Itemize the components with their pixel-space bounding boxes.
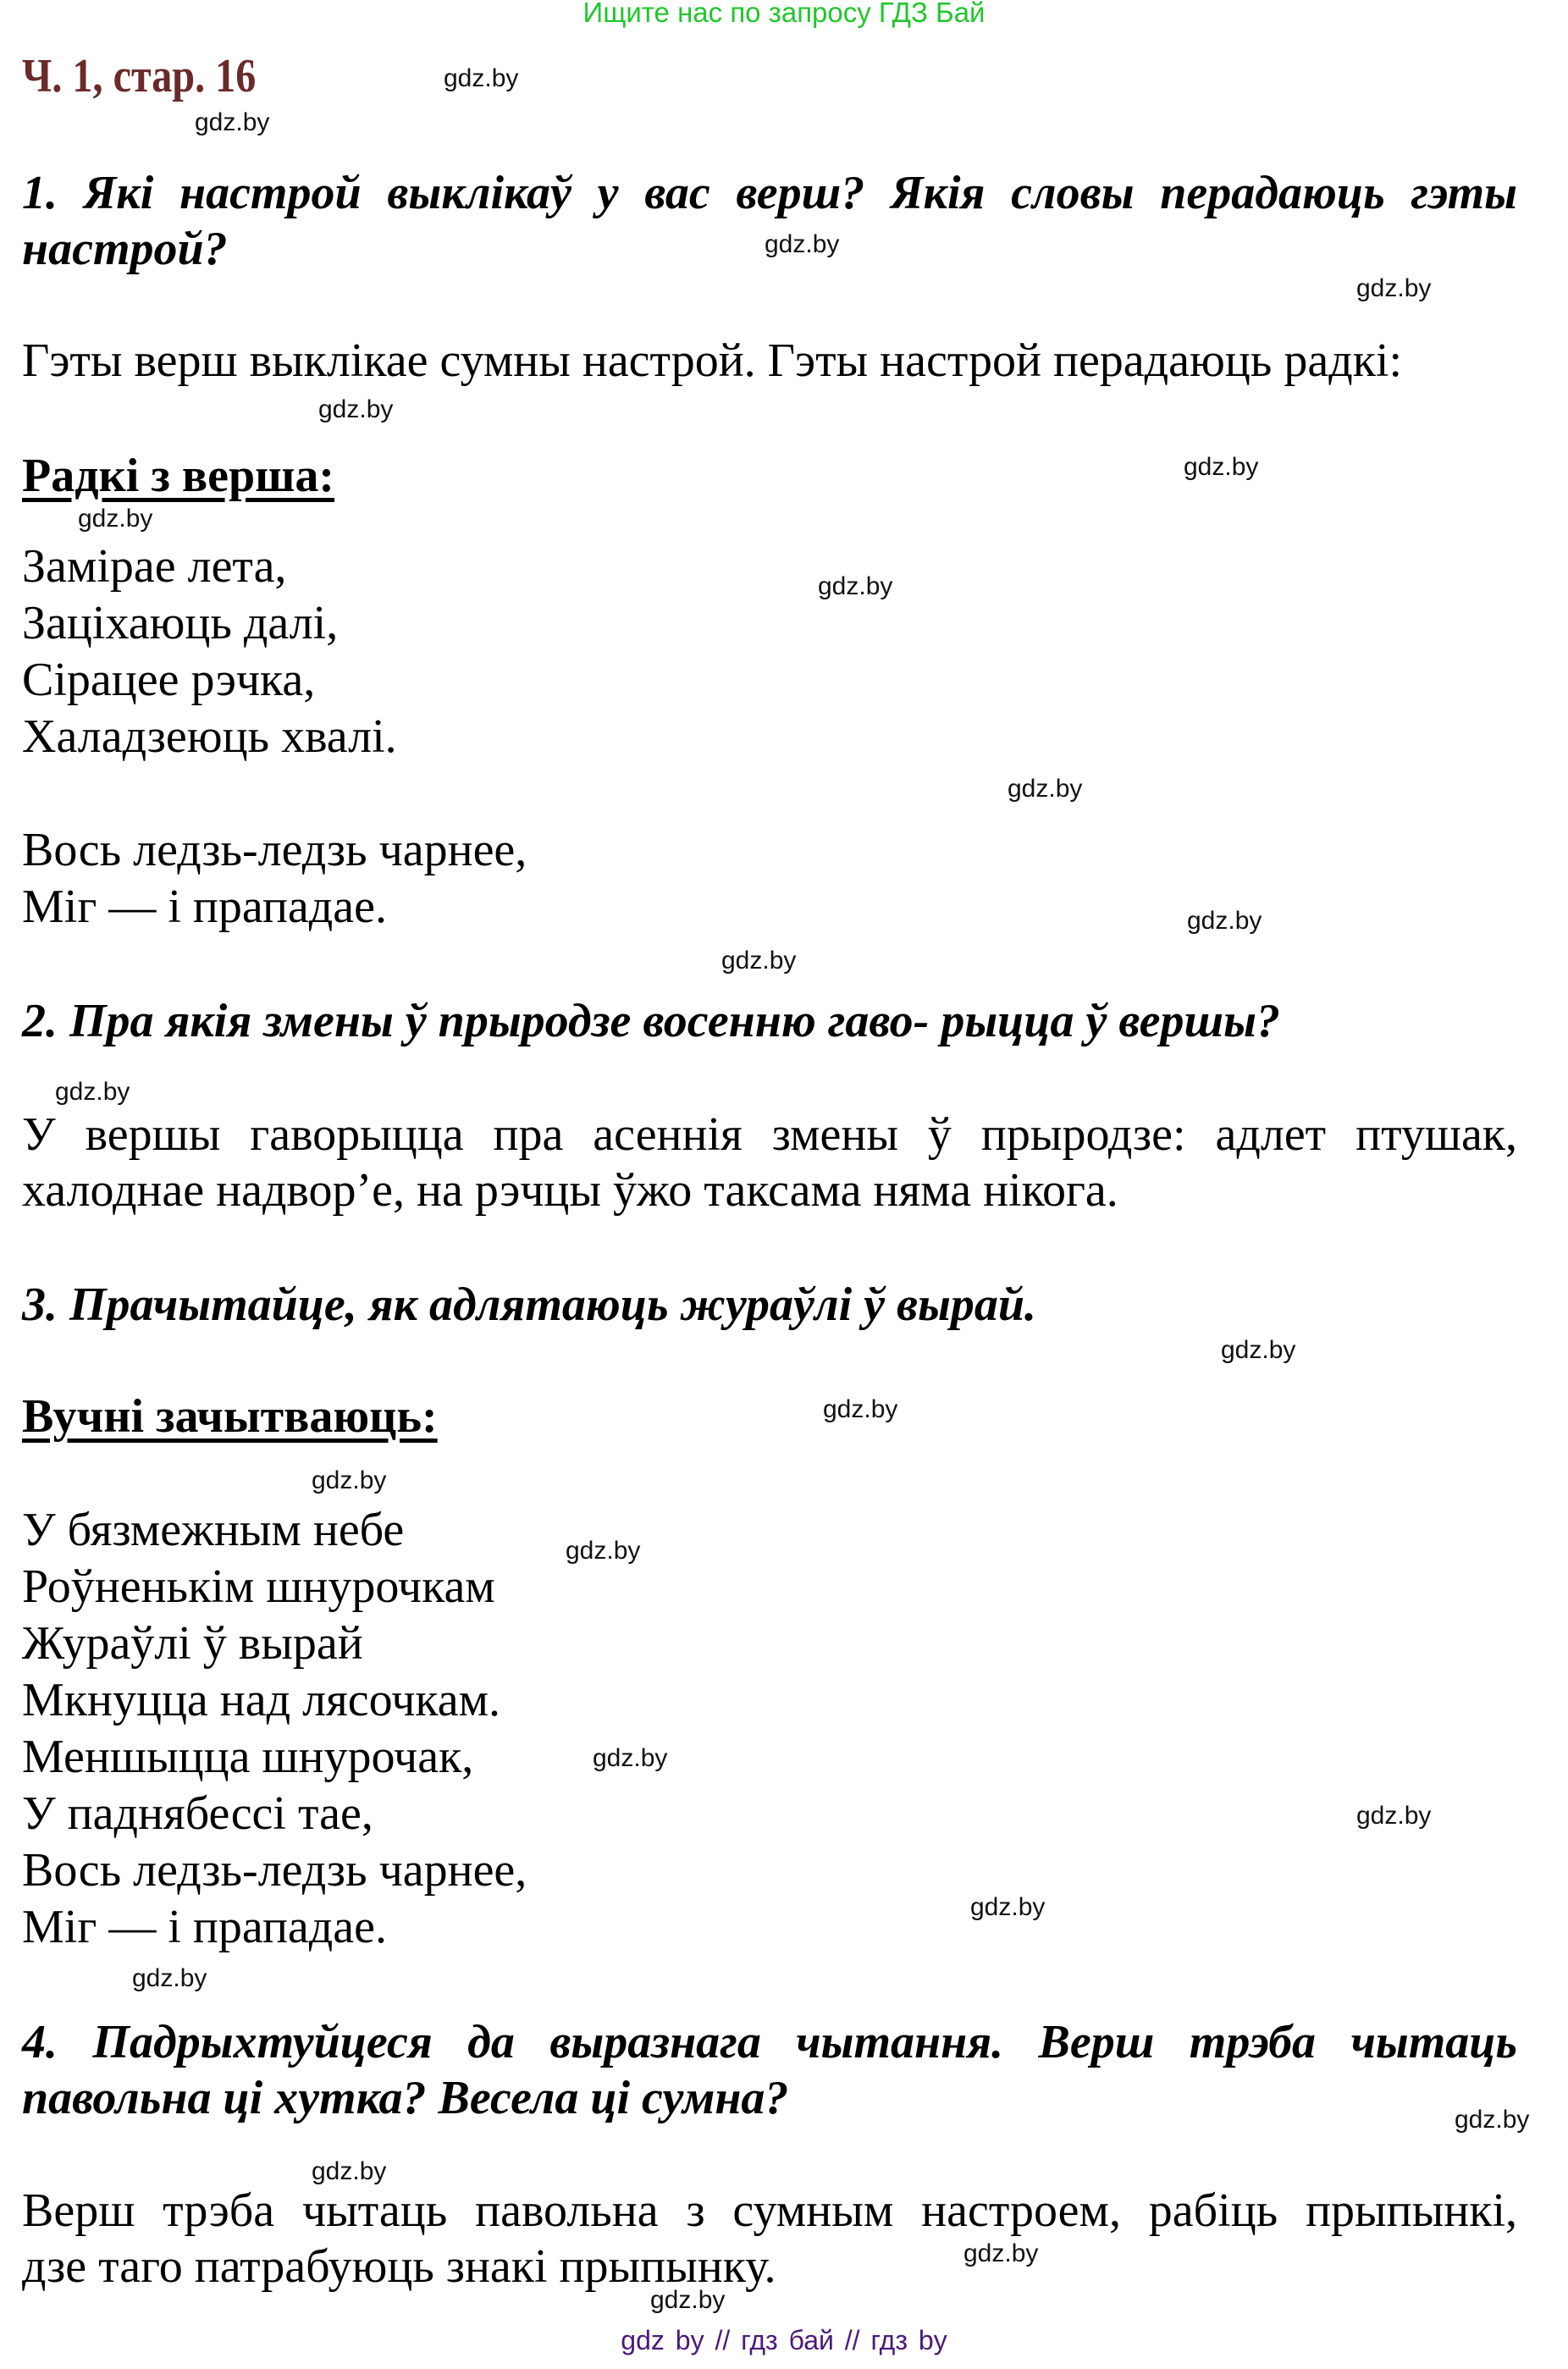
poem-line: Замірае лета, xyxy=(22,540,287,593)
poem-line: Халадзеюць хвалі. xyxy=(22,710,397,763)
question-3: 3. Прачытайце, як адлятаюць жураўлі ў вырай. xyxy=(22,1278,1037,1331)
watermark: gdz.by xyxy=(312,2157,387,2185)
watermark: gdz.by xyxy=(1184,453,1259,481)
poem-stanza-2 xyxy=(22,822,527,936)
watermark: gdz.by xyxy=(444,64,519,92)
watermark: gdz.by xyxy=(963,2239,1039,2267)
poem-line: У паднябессі тае, xyxy=(22,1787,373,1840)
question-4-line-1: 4. Падрыхтуйцеся да выразнага чытання. Верш трэба чытаць xyxy=(22,2016,1517,2068)
watermark: gdz.by xyxy=(1221,1336,1296,1364)
watermark: gdz.by xyxy=(312,1466,387,1494)
watermark: gdz.by xyxy=(765,230,840,258)
watermark: gdz.by xyxy=(650,2286,726,2314)
answer-4-line-2: дзе таго патрабуюць знакі прыпынку. xyxy=(22,2240,776,2293)
poem-line: Мкнуцца над лясочкам. xyxy=(22,1674,501,1726)
watermark: gdz.by xyxy=(1455,2106,1530,2134)
answer-2-line-1: У вершы гаворыцца пра асеннія змены ў прыродзе: адлет птушак, xyxy=(22,1108,1517,1161)
watermark: gdz.by xyxy=(195,108,270,136)
watermark: gdz.by xyxy=(970,1893,1046,1921)
watermark: gdz.by xyxy=(1356,274,1432,302)
poem-line: У бязмежным небе xyxy=(22,1504,405,1556)
watermark: gdz.by xyxy=(818,572,893,600)
poem-line: Роўненькім шнурочкам xyxy=(22,1560,495,1613)
poem-line: Жураўлі ў вырай xyxy=(22,1617,363,1670)
poem-line: Сірацее рэчка, xyxy=(22,654,316,706)
search-banner: Ищите нас по запросу ГДЗ Бай xyxy=(582,0,986,28)
watermark: gdz.by xyxy=(823,1395,898,1423)
poem-cranes xyxy=(22,1502,527,1956)
answer-4-line-1: Верш трэба чытаць павольна з сумным настроем, рабіць прыпынкі, xyxy=(22,2184,1517,2237)
question-1-line-2: настрой? xyxy=(22,223,228,275)
watermark: gdz.by xyxy=(55,1078,130,1106)
watermark: gdz.by xyxy=(1008,775,1083,803)
poem-line: Заціхаюць далі, xyxy=(22,597,339,649)
subheading-poem-lines: Радкі з верша: xyxy=(22,450,335,502)
watermark: gdz.by xyxy=(593,1744,668,1772)
poem-stanza-1 xyxy=(22,538,397,765)
poem-line: Міг — і прападае. xyxy=(22,881,387,933)
watermark: gdz.by xyxy=(1187,907,1262,935)
watermark: gdz.by xyxy=(78,505,153,533)
question-2: 2. Пра якія змены ў прыродзе восенню гаво- рыцца ў вершы? xyxy=(22,995,1281,1047)
poem-line: Вось ледзь-ледзь чарнее, xyxy=(22,1844,527,1897)
answer-1: Гэты верш выклікае сумны настрой. Гэты настрой перадаюць радкі: xyxy=(22,334,1403,387)
footer-links: gdz by // гдз бай // гдз by xyxy=(621,2325,947,2355)
poem-line: Меншыцца шнурочак, xyxy=(22,1731,474,1783)
poem-line: Вось ледзь-ледзь чарнее, xyxy=(22,824,527,876)
watermark: gdz.by xyxy=(132,1964,207,1992)
answer-2-line-2: халоднае надвор’е, на рэчцы ўжо таксама няма нікога. xyxy=(22,1164,1118,1217)
watermark: gdz.by xyxy=(721,947,797,975)
watermark: gdz.by xyxy=(318,395,394,423)
question-4-line-2: павольна ці хутка? Весела ці сумна? xyxy=(22,2072,789,2124)
subheading-students-read: Вучні зачытваюць: xyxy=(22,1390,438,1443)
page-title: Ч. 1, стар. 16 xyxy=(22,50,257,102)
watermark: gdz.by xyxy=(1356,1802,1432,1830)
watermark: gdz.by xyxy=(566,1537,641,1565)
poem-line: Міг — і прападае. xyxy=(22,1901,387,1953)
question-1-line-1: 1. Які настрой выклікаў у вас верш? Якія словы перадаюць гэты xyxy=(22,167,1517,219)
